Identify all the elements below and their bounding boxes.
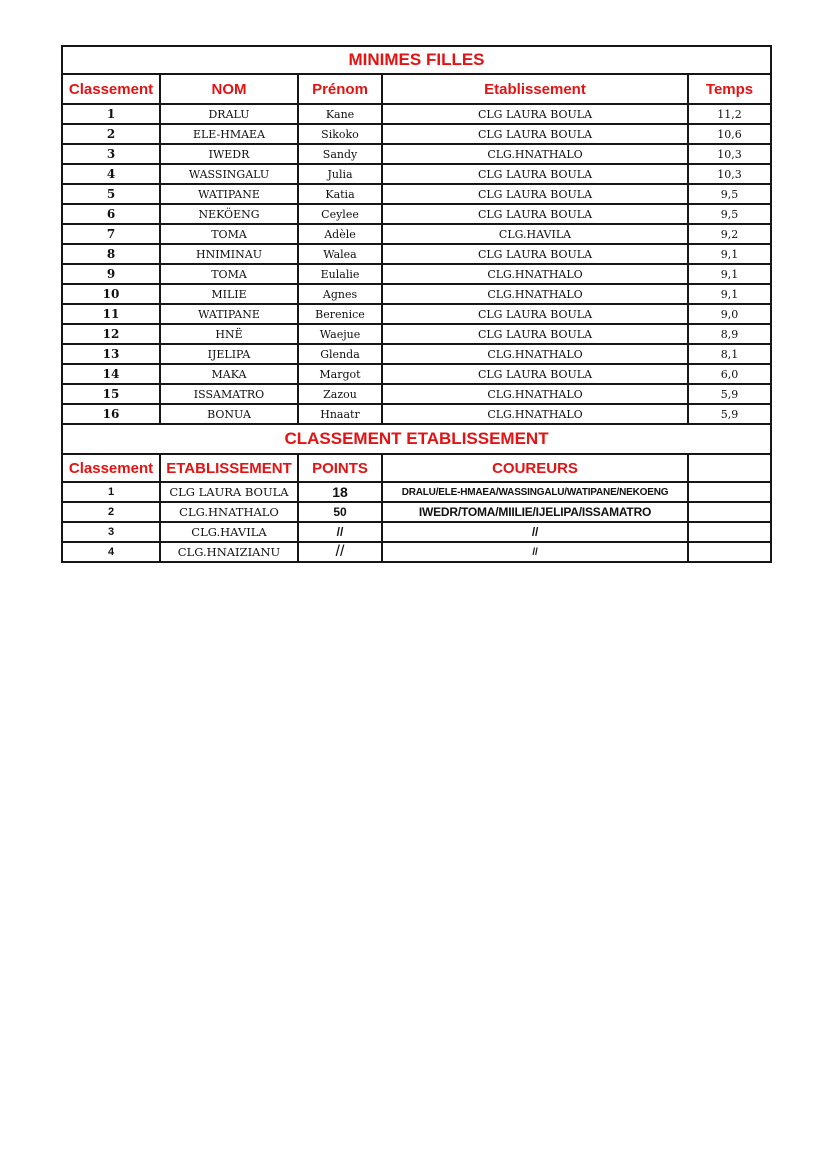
result-row	[62, 204, 771, 224]
rank-cell: 11	[62, 304, 160, 324]
etablissement-cell: CLG LAURA BOULA	[382, 304, 688, 324]
classement-etablissement-title: CLASSEMENT ETABLISSEMENT	[62, 424, 771, 454]
nom-cell: TOMA	[160, 264, 298, 284]
result-row	[62, 264, 771, 284]
result-row	[62, 164, 771, 184]
minimes-filles-header-row	[62, 74, 771, 104]
temps-cell: 9,1	[688, 244, 771, 264]
prenom-cell: Ceylee	[298, 204, 382, 224]
empty-cell	[688, 522, 771, 542]
rank-cell: 12	[62, 324, 160, 344]
classement-etablissement-rows	[62, 482, 771, 562]
rank-cell: 5	[62, 184, 160, 204]
nom-cell: ELE-HMAEA	[160, 124, 298, 144]
rank-cell: 16	[62, 404, 160, 424]
result-row	[62, 324, 771, 344]
etablissement-cell: CLG LAURA BOULA	[382, 104, 688, 124]
temps-cell: 9,1	[688, 284, 771, 304]
nom-cell: WATIPANE	[160, 184, 298, 204]
nom-cell: NEKÖENG	[160, 204, 298, 224]
rank-cell: 3	[62, 144, 160, 164]
prenom-cell: Margot	[298, 364, 382, 384]
result-row	[62, 144, 771, 164]
nom-cell: WASSINGALU	[160, 164, 298, 184]
prenom-cell: Hnaatr	[298, 404, 382, 424]
etablissement-ranking-row	[62, 482, 771, 502]
temps-cell: 5,9	[688, 404, 771, 424]
points-cell: //	[298, 542, 382, 562]
header-classement: Classement	[62, 74, 160, 104]
header-temps: Temps	[688, 74, 771, 104]
rank-cell: 4	[62, 542, 160, 562]
etablissement-cell: CLG.HNATHALO	[382, 144, 688, 164]
coureurs-cell: //	[382, 542, 688, 562]
etablissement-cell: CLG LAURA BOULA	[382, 324, 688, 344]
nom-cell: IJELIPA	[160, 344, 298, 364]
result-row	[62, 304, 771, 324]
etablissement-cell: CLG.HNATHALO	[382, 284, 688, 304]
classement-etablissement-title-row	[62, 424, 771, 454]
prenom-cell: Kane	[298, 104, 382, 124]
nom-cell: TOMA	[160, 224, 298, 244]
result-row	[62, 284, 771, 304]
empty-cell	[688, 482, 771, 502]
points-cell: //	[298, 522, 382, 542]
header-nom: NOM	[160, 74, 298, 104]
etablissement-cell: CLG.HNATHALO	[382, 344, 688, 364]
minimes-filles-head	[62, 46, 771, 104]
header2-classement: Classement	[62, 454, 160, 482]
nom-cell: MILIE	[160, 284, 298, 304]
rank-cell: 13	[62, 344, 160, 364]
classement-etablissement-header-row	[62, 454, 771, 482]
prenom-cell: Walea	[298, 244, 382, 264]
result-row	[62, 404, 771, 424]
prenom-cell: Eulalie	[298, 264, 382, 284]
rank-cell: 9	[62, 264, 160, 284]
result-row	[62, 244, 771, 264]
prenom-cell: Katia	[298, 184, 382, 204]
header2-empty	[688, 454, 771, 482]
etablissement-cell: CLG LAURA BOULA	[382, 364, 688, 384]
etablissement-cell: CLG.HNATHALO	[382, 384, 688, 404]
prenom-cell: Zazou	[298, 384, 382, 404]
rank-cell: 3	[62, 522, 160, 542]
etablissement-ranking-row	[62, 542, 771, 562]
prenom-cell: Agnes	[298, 284, 382, 304]
nom-cell: DRALU	[160, 104, 298, 124]
result-row	[62, 184, 771, 204]
minimes-filles-title: MINIMES FILLES	[62, 46, 771, 74]
temps-cell: 8,1	[688, 344, 771, 364]
etablissement-cell: CLG LAURA BOULA	[382, 124, 688, 144]
etablissement-ranking-row	[62, 522, 771, 542]
temps-cell: 9,5	[688, 204, 771, 224]
etablissement-cell: CLG.HNATHALO	[382, 264, 688, 284]
empty-cell	[688, 502, 771, 522]
etablissement-cell: CLG.HAVILA	[160, 522, 298, 542]
coureurs-cell: IWEDR/TOMA/MIILIE/IJELIPA/ISSAMATRO	[382, 502, 688, 522]
rank-cell: 8	[62, 244, 160, 264]
rank-cell: 7	[62, 224, 160, 244]
etablissement-cell: CLG LAURA BOULA	[382, 164, 688, 184]
result-row	[62, 344, 771, 364]
empty-cell	[688, 542, 771, 562]
coureurs-cell: //	[382, 522, 688, 542]
etablissement-cell: CLG LAURA BOULA	[382, 244, 688, 264]
etablissement-cell: CLG LAURA BOULA	[160, 482, 298, 502]
temps-cell: 10,3	[688, 164, 771, 184]
header2-points: POINTS	[298, 454, 382, 482]
result-row	[62, 124, 771, 144]
temps-cell: 9,0	[688, 304, 771, 324]
rank-cell: 15	[62, 384, 160, 404]
rank-cell: 1	[62, 482, 160, 502]
temps-cell: 10,3	[688, 144, 771, 164]
temps-cell: 9,2	[688, 224, 771, 244]
nom-cell: HNIMINAU	[160, 244, 298, 264]
etablissement-cell: CLG.HNATHALO	[382, 404, 688, 424]
header2-etablissement: ETABLISSEMENT	[160, 454, 298, 482]
results-sheet	[61, 45, 772, 563]
etablissement-cell: CLG.HNAIZIANU	[160, 542, 298, 562]
rank-cell: 6	[62, 204, 160, 224]
results-table	[61, 45, 772, 563]
result-row	[62, 104, 771, 124]
minimes-filles-title-row	[62, 46, 771, 74]
prenom-cell: Sikoko	[298, 124, 382, 144]
points-cell: 50	[298, 502, 382, 522]
nom-cell: BONUA	[160, 404, 298, 424]
header2-coureurs: COUREURS	[382, 454, 688, 482]
rank-cell: 14	[62, 364, 160, 384]
prenom-cell: Adèle	[298, 224, 382, 244]
prenom-cell: Glenda	[298, 344, 382, 364]
nom-cell: MAKA	[160, 364, 298, 384]
temps-cell: 8,9	[688, 324, 771, 344]
header-prenom: Prénom	[298, 74, 382, 104]
etablissement-cell: CLG LAURA BOULA	[382, 204, 688, 224]
rank-cell: 2	[62, 502, 160, 522]
temps-cell: 9,5	[688, 184, 771, 204]
prenom-cell: Waejue	[298, 324, 382, 344]
nom-cell: WATIPANE	[160, 304, 298, 324]
result-row	[62, 364, 771, 384]
nom-cell: HNË	[160, 324, 298, 344]
nom-cell: IWEDR	[160, 144, 298, 164]
prenom-cell: Berenice	[298, 304, 382, 324]
etablissement-cell: CLG LAURA BOULA	[382, 184, 688, 204]
temps-cell: 5,9	[688, 384, 771, 404]
prenom-cell: Sandy	[298, 144, 382, 164]
etablissement-ranking-row	[62, 502, 771, 522]
nom-cell: ISSAMATRO	[160, 384, 298, 404]
rank-cell: 2	[62, 124, 160, 144]
result-row	[62, 224, 771, 244]
temps-cell: 6,0	[688, 364, 771, 384]
etablissement-cell: CLG.HNATHALO	[160, 502, 298, 522]
minimes-filles-rows	[62, 104, 771, 424]
result-row	[62, 384, 771, 404]
prenom-cell: Julia	[298, 164, 382, 184]
temps-cell: 10,6	[688, 124, 771, 144]
coureurs-cell: DRALU/ELE-HMAEA/WASSINGALU/WATIPANE/NEKOENG	[382, 482, 688, 502]
rank-cell: 4	[62, 164, 160, 184]
header-etablissement: Etablissement	[382, 74, 688, 104]
classement-etablissement-head	[62, 424, 771, 482]
rank-cell: 10	[62, 284, 160, 304]
rank-cell: 1	[62, 104, 160, 124]
etablissement-cell: CLG.HAVILA	[382, 224, 688, 244]
temps-cell: 9,1	[688, 264, 771, 284]
points-cell: 18	[298, 482, 382, 502]
temps-cell: 11,2	[688, 104, 771, 124]
